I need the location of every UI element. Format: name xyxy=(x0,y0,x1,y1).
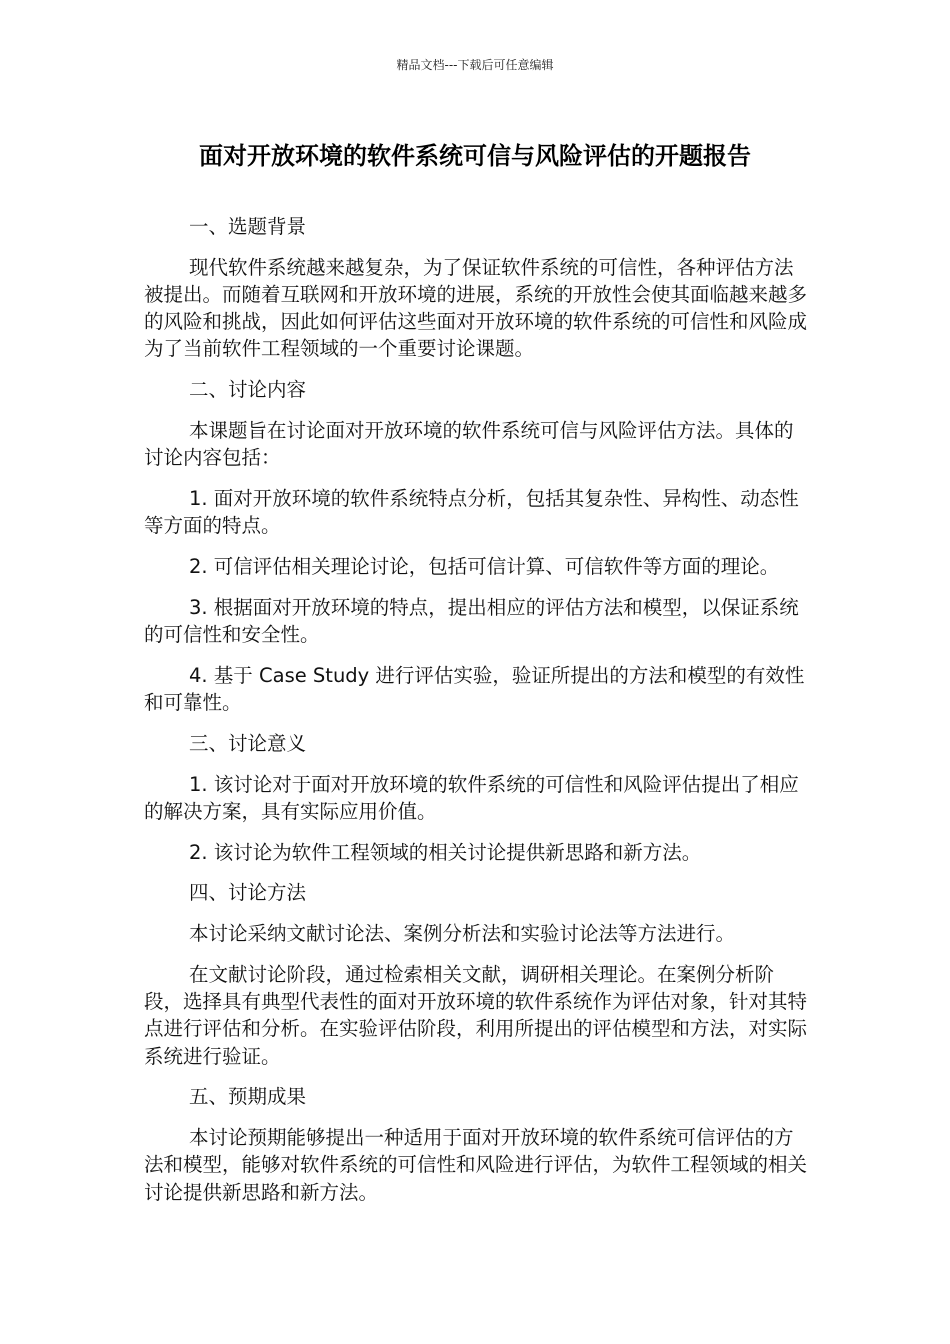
list-item-significance-2: 2. 该讨论为软件工程领域的相关讨论提供新思路和新方法。 xyxy=(189,840,702,864)
section-heading-content: 二、讨论内容 xyxy=(189,378,307,402)
paragraph-outcomes: 本讨论预期能够提出一种适用于面对开放环境的软件系统可信评估的方法和模型，能够对软件系统的可信性和风险进行评估，为软件工程领域的相关讨论提供新思路和新方法。 xyxy=(144,1126,808,1204)
document-title: 面对开放环境的软件系统可信与风险评估的开题报告 xyxy=(199,142,751,170)
section-heading-methods: 四、讨论方法 xyxy=(189,881,307,905)
document-body xyxy=(144,213,808,1219)
paragraph-methods-detail: 在文献讨论阶段，通过检索相关文献，调研相关理论。在案例分析阶段，选择具有典型代表性的面对开放环境的软件系统作为评估对象，针对其特点进行评估和分析。在实验评估阶段，利用所提出的评估模型和方法，对实际系统进行验证。 xyxy=(144,962,808,1068)
list-item-content-4: 4. 基于 Case Study 进行评估实验，验证所提出的方法和模型的有效性和可靠性。 xyxy=(144,663,805,714)
list-item-content-3: 3. 根据面对开放环境的特点，提出相应的评估方法和模型，以保证系统的可信性和安全性。 xyxy=(144,595,799,646)
paragraph-content-intro: 本课题旨在讨论面对开放环境的软件系统可信与风险评估方法。具体的讨论内容包括： xyxy=(144,419,794,470)
section-heading-significance: 三、讨论意义 xyxy=(189,731,307,755)
section-heading-outcomes: 五、预期成果 xyxy=(189,1085,307,1109)
section-heading-background: 一、选题背景 xyxy=(189,215,307,238)
paragraph-methods-intro: 本讨论采纳文献讨论法、案例分析法和实验讨论法等方法进行。 xyxy=(189,922,736,946)
page-header: 精品文档---下载后可任意编辑 xyxy=(396,58,554,72)
list-item-content-2: 2. 可信评估相关理论讨论，包括可信计算、可信软件等方面的理论。 xyxy=(189,555,780,578)
paragraph-background: 现代软件系统越来越复杂，为了保证软件系统的可信性，各种评估方法被提出。而随着互联网和开放环境的进展，系统的开放性会使其面临越来越多的风险和挑战，因此如何评估这些面对开放环境的软件系统的可信性和风险成为了当前软件工程领域的一个重要讨论课题。 xyxy=(144,255,808,361)
list-item-significance-1: 1. 该讨论对于面对开放环境的软件系统的可信性和风险评估提出了相应的解决方案，具有实际应用价值。 xyxy=(144,772,799,823)
list-item-content-1: 1. 面对开放环境的软件系统特点分析，包括其复杂性、异构性、动态性等方面的特点。 xyxy=(144,487,799,538)
